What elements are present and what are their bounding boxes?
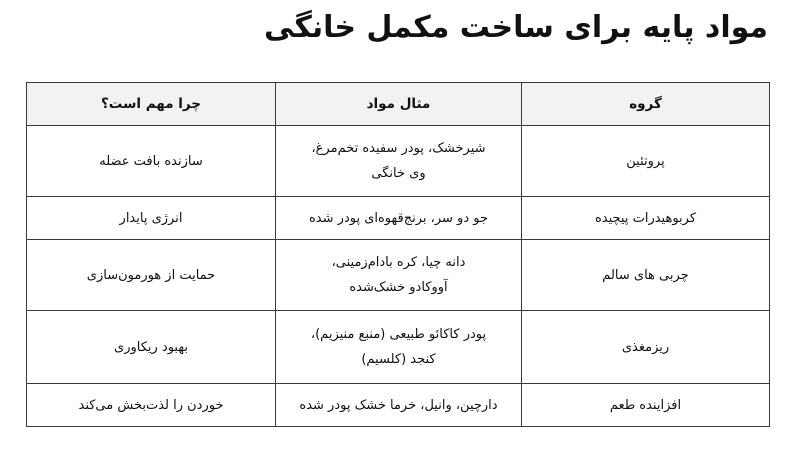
cell-example-line: جو دو سر، برنج‌قهوه‌ای پودر شده: [309, 210, 488, 226]
cell-why: انرژی پایدار: [27, 197, 276, 240]
cell-example-line: دارچین، وانیل، خرما خشک پودر شده: [299, 397, 498, 413]
cell-group: ریزمغذی: [522, 311, 770, 384]
cell-group: چربی های سالم: [522, 240, 770, 311]
cell-why: حمایت از هورمون‌سازی: [27, 240, 276, 311]
table-row: [27, 384, 770, 427]
cell-example: [276, 126, 522, 197]
cell-example-line: دانه چیا، کره بادام‌زمینی،: [331, 255, 466, 270]
cell-example-line: وی خانگی: [371, 166, 426, 181]
table-row: [27, 197, 770, 240]
table-row: [27, 240, 770, 311]
cell-why: خوردن را لذت‌بخش می‌کند: [27, 384, 276, 427]
table-row: [27, 126, 770, 197]
cell-example: [276, 311, 522, 384]
page-title: مواد پایه برای ساخت مکمل خانگی: [264, 10, 768, 45]
ingredients-table: [26, 82, 770, 427]
cell-example-line: آووکادو خشک‌شده: [349, 280, 448, 295]
table-row: [27, 311, 770, 384]
cell-example-line: پودر کاکائو طبیعی (منبع منیزیم)،: [310, 327, 487, 342]
header-group: گروه: [522, 83, 770, 126]
cell-example: [276, 240, 522, 311]
cell-example: [276, 384, 522, 427]
cell-example-line: کنجد (کلسیم): [361, 352, 436, 367]
cell-example: [276, 197, 522, 240]
cell-group: پروتئین: [522, 126, 770, 197]
header-why: چرا مهم است؟: [27, 83, 276, 126]
cell-group: افزاینده طعم: [522, 384, 770, 427]
cell-example-line: شیرخشک، پودر سفیده تخم‌مرغ،: [311, 141, 486, 156]
header-example: مثال مواد: [276, 83, 522, 126]
cell-why: بهبود ریکاوری: [27, 311, 276, 384]
cell-why: سازنده بافت عضله: [27, 126, 276, 197]
cell-group: کربوهیدرات پیچیده: [522, 197, 770, 240]
table-header-row: [27, 83, 770, 126]
